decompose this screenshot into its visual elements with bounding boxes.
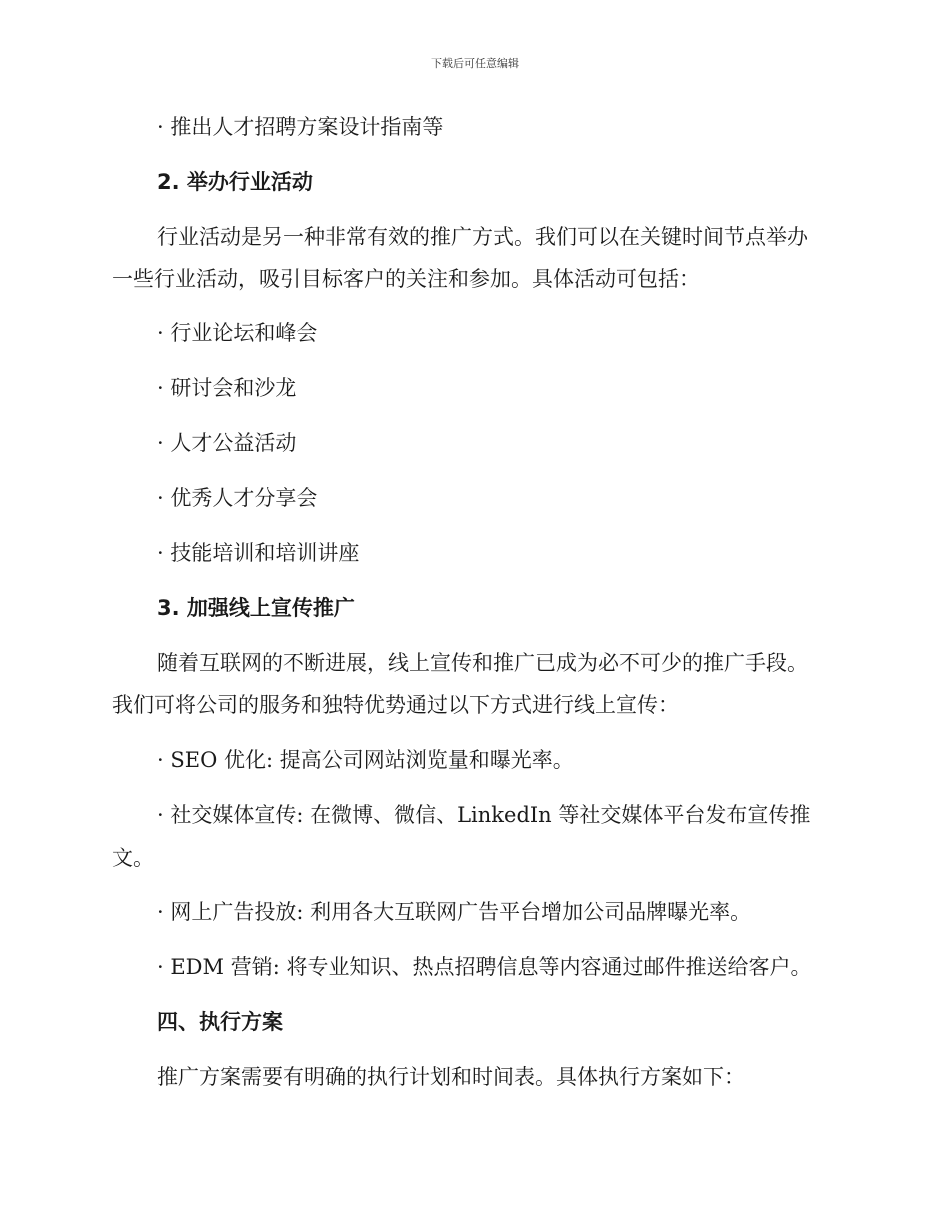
list-item-ads: · 网上广告投放: 利用各大互联网广告平台增加公司品牌曝光率。 bbox=[157, 900, 752, 924]
list-item-event: · 研讨会和沙龙 bbox=[157, 376, 297, 400]
paragraph-execution: 推广方案需要有明确的执行计划和时间表。具体执行方案如下： bbox=[157, 1065, 745, 1089]
paragraph-events-line-2: 一些行业活动，吸引目标客户的关注和参加。具体活动可包括： bbox=[112, 267, 700, 291]
list-item-edm: · EDM 营销: 将专业知识、热点招聘信息等内容通过邮件推送给客户。 bbox=[157, 955, 812, 979]
list-item-social-line-1: · 社交媒体宣传: 在微博、微信、LinkedIn 等社交媒体平台发布宣传推 bbox=[157, 803, 811, 827]
header-note: 下载后可任意编辑 bbox=[431, 57, 519, 70]
heading-online-promotion: 3. 加强线上宣传推广 bbox=[157, 596, 355, 620]
paragraph-events-line-1: 行业活动是另一种非常有效的推广方式。我们可以在关键时间节点举办 bbox=[157, 225, 808, 249]
list-item-event: · 技能培训和培训讲座 bbox=[157, 541, 360, 565]
heading-industry-events: 2. 举办行业活动 bbox=[157, 170, 313, 194]
list-item-event: · 优秀人才分享会 bbox=[157, 486, 318, 510]
paragraph-online-line-2: 我们可将公司的服务和独特优势通过以下方式进行线上宣传： bbox=[112, 693, 679, 717]
list-item-event: · 行业论坛和峰会 bbox=[157, 321, 318, 345]
list-item-event: · 人才公益活动 bbox=[157, 431, 297, 455]
paragraph-online-line-1: 随着互联网的不断进展，线上宣传和推广已成为必不可少的推广手段。 bbox=[157, 651, 808, 675]
bullet-guide: · 推出人才招聘方案设计指南等 bbox=[157, 115, 444, 139]
heading-execution-plan: 四、执行方案 bbox=[157, 1010, 283, 1034]
list-item-social-line-2: 文。 bbox=[112, 846, 154, 870]
list-item-seo: · SEO 优化: 提高公司网站浏览量和曝光率。 bbox=[157, 748, 574, 772]
